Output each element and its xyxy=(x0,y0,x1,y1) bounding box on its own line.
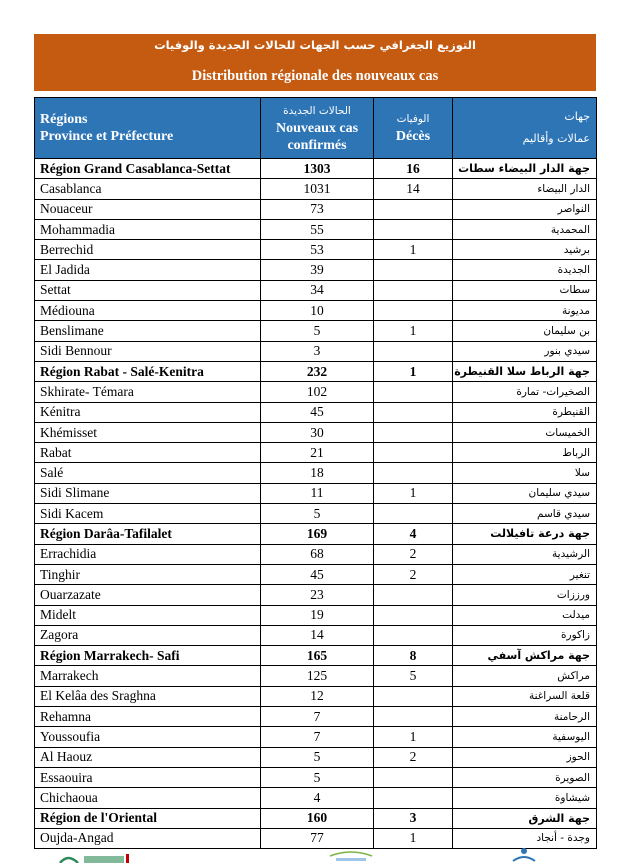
cell-name-fr: Ouarzazate xyxy=(35,585,261,605)
cell-new-cases: 169 xyxy=(261,524,374,544)
cell-deaths: 2 xyxy=(374,564,453,584)
cell-deaths xyxy=(374,788,453,808)
region-row xyxy=(35,159,597,179)
cell-new-cases: 73 xyxy=(261,199,374,219)
cell-name-fr: Région Rabat - Salé-Kenitra xyxy=(35,361,261,381)
province-row xyxy=(35,707,597,727)
cell-new-cases: 10 xyxy=(261,301,374,321)
cell-deaths xyxy=(374,199,453,219)
cell-deaths: 5 xyxy=(374,666,453,686)
province-row xyxy=(35,341,597,361)
cell-name-ar: وجدة - أنجاد xyxy=(453,828,597,848)
emblem-logo-graphic xyxy=(512,847,536,862)
cell-new-cases: 232 xyxy=(261,361,374,381)
cell-name-fr: Région Grand Casablanca-Settat xyxy=(35,159,261,179)
cell-deaths: 1 xyxy=(374,321,453,341)
province-row xyxy=(35,219,597,239)
cell-name-ar: قلعة السراغنة xyxy=(453,686,597,706)
cell-name-fr: Khémisset xyxy=(35,422,261,442)
cell-name-ar: الرباط xyxy=(453,443,597,463)
cell-name-ar: جهة الرباط سلا القنيطرة xyxy=(453,361,597,381)
cell-deaths xyxy=(374,463,453,483)
cell-new-cases: 7 xyxy=(261,727,374,747)
cell-deaths xyxy=(374,707,453,727)
province-row xyxy=(35,686,597,706)
table-header-row xyxy=(35,98,597,159)
province-row xyxy=(35,605,597,625)
cell-name-ar: سيدي سليمان xyxy=(453,483,597,503)
ministry-logo-graphic xyxy=(58,851,138,863)
ministry-logo xyxy=(58,850,138,862)
header-cases-arabic: الحالات الجديدة xyxy=(283,104,351,117)
cell-name-fr: Sidi Slimane xyxy=(35,483,261,503)
cell-name-ar: جهة درعة تافيلالت xyxy=(453,524,597,544)
cell-new-cases: 3 xyxy=(261,341,374,361)
cell-new-cases: 53 xyxy=(261,240,374,260)
cell-name-fr: Mohammadia xyxy=(35,219,261,239)
cell-deaths xyxy=(374,260,453,280)
cell-name-fr: Région Marrakech- Safi xyxy=(35,646,261,666)
province-row xyxy=(35,585,597,605)
cell-name-ar: جهة الشرق xyxy=(453,808,597,828)
header-regions-line1: Régions xyxy=(40,112,88,127)
cell-new-cases: 14 xyxy=(261,625,374,645)
cell-name-fr: El Jadida xyxy=(35,260,261,280)
cell-deaths: 2 xyxy=(374,544,453,564)
cell-name-fr: Youssoufia xyxy=(35,727,261,747)
province-row xyxy=(35,179,597,199)
province-row xyxy=(35,199,597,219)
emblem-logo xyxy=(512,847,536,862)
province-row xyxy=(35,301,597,321)
cell-name-ar: مراكش xyxy=(453,666,597,686)
province-row xyxy=(35,544,597,564)
table-body xyxy=(35,159,597,849)
cell-new-cases: 23 xyxy=(261,585,374,605)
cell-new-cases: 7 xyxy=(261,707,374,727)
cell-name-fr: Rabat xyxy=(35,443,261,463)
header-regions-ar-line1: جهات xyxy=(564,110,590,123)
province-row xyxy=(35,767,597,787)
cell-name-fr: Région de l'Oriental xyxy=(35,808,261,828)
cell-name-ar: مديونة xyxy=(453,301,597,321)
cell-new-cases: 5 xyxy=(261,747,374,767)
cell-name-fr: Essaouira xyxy=(35,767,261,787)
cell-name-ar: المحمدية xyxy=(453,219,597,239)
cell-new-cases: 1031 xyxy=(261,179,374,199)
cell-name-ar: تنغير xyxy=(453,564,597,584)
cell-name-ar: النواصر xyxy=(453,199,597,219)
cell-deaths xyxy=(374,402,453,422)
cell-deaths xyxy=(374,219,453,239)
cell-new-cases: 18 xyxy=(261,463,374,483)
province-row xyxy=(35,463,597,483)
cell-new-cases: 77 xyxy=(261,828,374,848)
cell-name-fr: Al Haouz xyxy=(35,747,261,767)
cell-new-cases: 45 xyxy=(261,564,374,584)
cell-deaths xyxy=(374,686,453,706)
cell-new-cases: 12 xyxy=(261,686,374,706)
province-row xyxy=(35,666,597,686)
cell-deaths xyxy=(374,504,453,524)
cell-new-cases: 4 xyxy=(261,788,374,808)
title-banner xyxy=(34,34,596,91)
province-row xyxy=(35,422,597,442)
cell-new-cases: 125 xyxy=(261,666,374,686)
cell-new-cases: 34 xyxy=(261,280,374,300)
cell-name-fr: Région Darâa-Tafilalet xyxy=(35,524,261,544)
province-row xyxy=(35,443,597,463)
province-row xyxy=(35,747,597,767)
cell-deaths xyxy=(374,767,453,787)
cell-name-fr: Errachidia xyxy=(35,544,261,564)
title-arabic: التوزيع الجغرافي حسب الجهات للحالات الجديدة والوفيات xyxy=(154,38,476,52)
province-row xyxy=(35,483,597,503)
cell-new-cases: 30 xyxy=(261,422,374,442)
cell-name-ar: الصخيرات- تمارة xyxy=(453,382,597,402)
cell-deaths: 1 xyxy=(374,828,453,848)
cell-deaths xyxy=(374,422,453,442)
cell-name-ar: الجديدة xyxy=(453,260,597,280)
cell-deaths: 1 xyxy=(374,483,453,503)
cell-name-ar: الدار البيضاء xyxy=(453,179,597,199)
cell-deaths xyxy=(374,301,453,321)
cell-name-ar: الصويرة xyxy=(453,767,597,787)
cell-name-fr: Nouaceur xyxy=(35,199,261,219)
province-row xyxy=(35,625,597,645)
cell-new-cases: 102 xyxy=(261,382,374,402)
header-cases-line1: Nouveaux cas xyxy=(275,120,359,136)
cell-name-ar: الرشيدية xyxy=(453,544,597,564)
cell-name-ar: الرحامنة xyxy=(453,707,597,727)
province-row xyxy=(35,727,597,747)
cell-deaths: 2 xyxy=(374,747,453,767)
cell-deaths xyxy=(374,341,453,361)
province-row xyxy=(35,382,597,402)
cell-name-ar: برشيد xyxy=(453,240,597,260)
cell-name-fr: Tinghir xyxy=(35,564,261,584)
cell-new-cases: 68 xyxy=(261,544,374,564)
cell-name-fr: Casablanca xyxy=(35,179,261,199)
cell-new-cases: 1303 xyxy=(261,159,374,179)
title-french: Distribution régionale des nouveaux cas xyxy=(191,68,439,84)
cell-name-fr: Sidi Kacem xyxy=(35,504,261,524)
cell-name-ar: جهة الدار البيضاء سطات xyxy=(453,159,597,179)
cell-name-ar: بن سليمان xyxy=(453,321,597,341)
cell-new-cases: 5 xyxy=(261,504,374,524)
cell-name-ar: ورززات xyxy=(453,585,597,605)
region-row xyxy=(35,808,597,828)
cell-deaths: 16 xyxy=(374,159,453,179)
cell-deaths: 1 xyxy=(374,240,453,260)
header-new-cases xyxy=(261,98,374,159)
cell-name-fr: Midelt xyxy=(35,605,261,625)
header-regions-fr xyxy=(35,98,261,159)
cell-deaths: 3 xyxy=(374,808,453,828)
province-row xyxy=(35,504,597,524)
cell-deaths xyxy=(374,625,453,645)
cell-deaths xyxy=(374,382,453,402)
cell-name-ar: ميدلت xyxy=(453,605,597,625)
cell-deaths: 14 xyxy=(374,179,453,199)
cell-name-ar: سلا xyxy=(453,463,597,483)
cell-new-cases: 21 xyxy=(261,443,374,463)
header-deaths xyxy=(374,98,453,159)
cell-name-fr: Skhirate- Témara xyxy=(35,382,261,402)
province-row xyxy=(35,321,597,341)
cell-name-fr: El Kelâa des Sraghna xyxy=(35,686,261,706)
province-row xyxy=(35,564,597,584)
cell-name-ar: شيشاوة xyxy=(453,788,597,808)
cell-name-fr: Berrechid xyxy=(35,240,261,260)
cell-name-fr: Benslimane xyxy=(35,321,261,341)
cell-deaths xyxy=(374,443,453,463)
cell-new-cases: 45 xyxy=(261,402,374,422)
header-regions-line2: Province et Préfecture xyxy=(40,129,174,144)
cell-deaths: 8 xyxy=(374,646,453,666)
cell-name-fr: Chichaoua xyxy=(35,788,261,808)
cell-name-ar: اليوسفية xyxy=(453,727,597,747)
cell-name-fr: Rehamna xyxy=(35,707,261,727)
cell-name-ar: الحوز xyxy=(453,747,597,767)
province-row xyxy=(35,240,597,260)
cell-name-ar: سيدي قاسم xyxy=(453,504,597,524)
cell-deaths xyxy=(374,280,453,300)
province-row xyxy=(35,788,597,808)
health-logo-graphic xyxy=(326,848,376,862)
cell-deaths: 1 xyxy=(374,727,453,747)
cell-name-ar: زاكورة xyxy=(453,625,597,645)
cell-deaths: 1 xyxy=(374,361,453,381)
regional-distribution-table xyxy=(34,97,597,849)
cell-name-ar: القنيطرة xyxy=(453,402,597,422)
province-row xyxy=(35,260,597,280)
header-regions-ar-line2: عمالات وأقاليم xyxy=(522,132,590,145)
cell-name-fr: Kénitra xyxy=(35,402,261,422)
cell-name-fr: Zagora xyxy=(35,625,261,645)
cell-new-cases: 11 xyxy=(261,483,374,503)
region-row xyxy=(35,524,597,544)
cell-new-cases: 19 xyxy=(261,605,374,625)
region-row xyxy=(35,361,597,381)
cell-name-ar: جهة مراكش آسفي xyxy=(453,646,597,666)
cell-name-fr: Oujda-Angad xyxy=(35,828,261,848)
cell-new-cases: 160 xyxy=(261,808,374,828)
cell-name-ar: الخميسات xyxy=(453,422,597,442)
health-logo xyxy=(326,848,376,862)
cell-name-fr: Médiouna xyxy=(35,301,261,321)
header-regions-ar xyxy=(453,98,597,159)
cell-new-cases: 55 xyxy=(261,219,374,239)
cell-name-fr: Sidi Bennour xyxy=(35,341,261,361)
header-deaths-fr: Décès xyxy=(395,129,431,144)
region-row xyxy=(35,646,597,666)
cell-name-fr: Marrakech xyxy=(35,666,261,686)
cell-deaths: 4 xyxy=(374,524,453,544)
cell-new-cases: 5 xyxy=(261,321,374,341)
cell-name-fr: Settat xyxy=(35,280,261,300)
province-row xyxy=(35,402,597,422)
header-deaths-arabic: الوفيات xyxy=(396,113,430,125)
cell-name-ar: سطات xyxy=(453,280,597,300)
cell-name-ar: سيدي بنور xyxy=(453,341,597,361)
province-row xyxy=(35,828,597,848)
cell-deaths xyxy=(374,585,453,605)
province-row xyxy=(35,280,597,300)
cell-deaths xyxy=(374,605,453,625)
header-cases-line2: confirmés xyxy=(287,137,347,153)
cell-new-cases: 5 xyxy=(261,767,374,787)
cell-new-cases: 39 xyxy=(261,260,374,280)
cell-name-fr: Salé xyxy=(35,463,261,483)
cell-new-cases: 165 xyxy=(261,646,374,666)
